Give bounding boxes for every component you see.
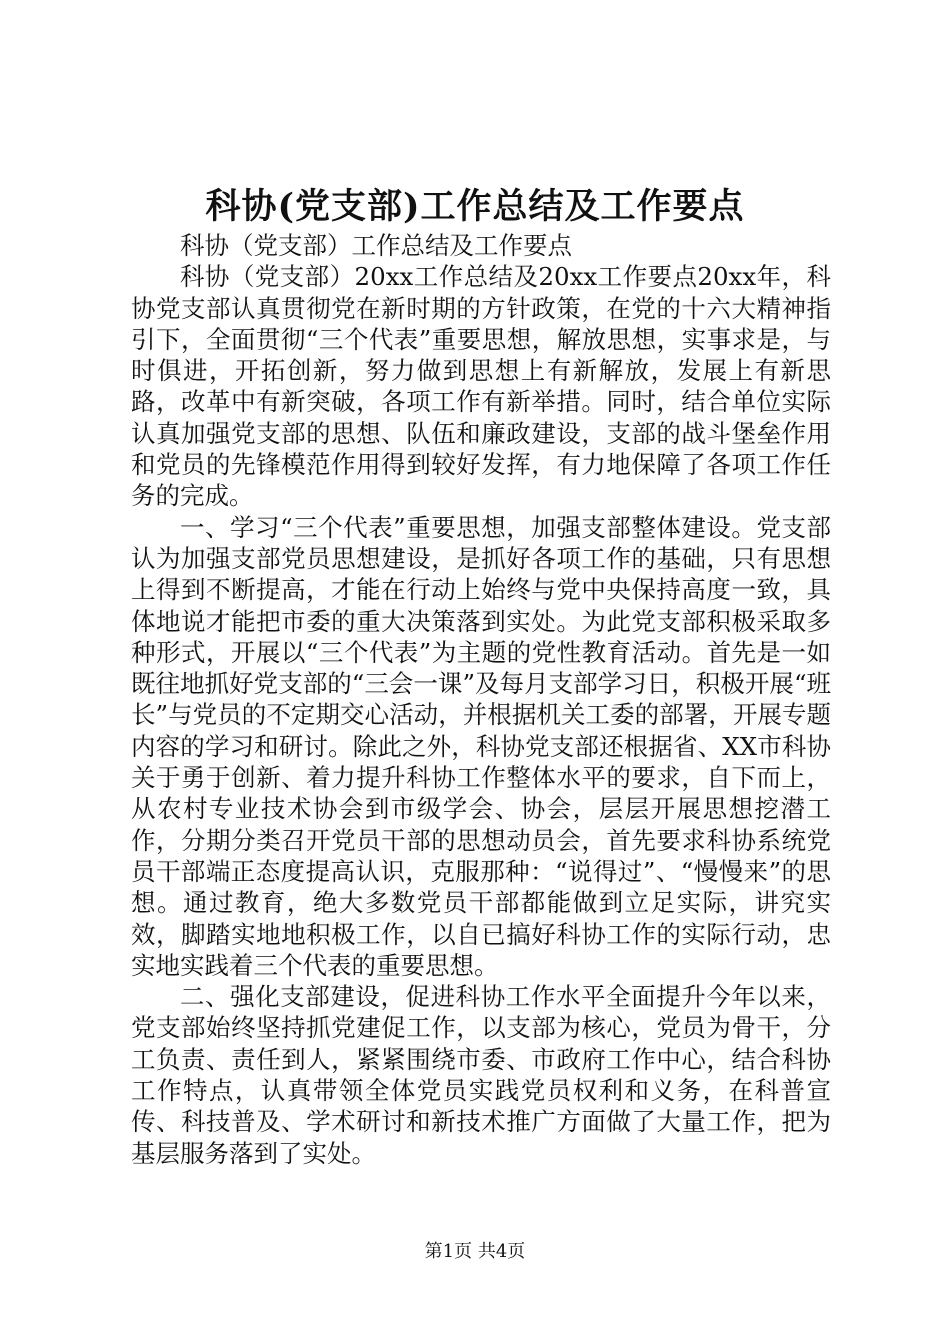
page-footer xyxy=(0,1240,950,1264)
document-title: 科协(党支部)工作总结及工作要点 xyxy=(205,186,745,227)
document-body xyxy=(131,230,831,1169)
page-total: 共4页 xyxy=(477,1241,526,1262)
paragraph-intro: 科协（党支部）20xx工作总结及20xx工作要点20xx年，科协党支部认真贯彻党在新时期的方针政策，在党的十六大精神指引下，全面贯彻“三个代表”重要思想，解放思想，实事求是，与时俱进，开拓创新，努力做到思想上有新解放，发展上有新思路，改革中有新突破，各项工作有新举措。同时，结合单位实际认真加强党支部的思想、队伍和廉政建设，支部的战斗堡垒作用和党员的先锋模范作用得到较好发挥，有力地保障了各项工作任务的完成。 xyxy=(131,262,831,511)
paragraph-section-one: 一、学习“三个代表”重要思想，加强支部整体建设。党支部认为加强支部党员思想建设，是抓好各项工作的基础，只有思想上得到不断提高，才能在行动上始终与党中央保持高度一致，具体地说才能把市委的重大决策落到实处。为此党支部积极采取多种形式，开展以“三个代表”为主题的党性教育活动。首先是一如既往地抓好党支部的“三会一课”及每月支部学习日，积极开展“班长”与党员的不定期交心活动，并根据机关工委的部署，开展专题内容的学习和研讨。除此之外，科协党支部还根据省、XX市科协关于勇于创新、着力提升科协工作整体水平的要求，自下而上，从农村专业技术协会到市级学会、协会，层层开展思想挖潜工作，分期分类召开党员干部的思想动员会，首先要求科协系统党员干部端正态度提高认识，克服那种：“说得过”、“慢慢来”的思想。通过教育，绝大多数党员干部都能做到立足实际，讲究实效，脚踏实地地积极工作，以自已搞好科协工作的实际行动，忠实地实践着三个代表的重要思想。 xyxy=(131,512,831,980)
paragraph-section-two: 二、强化支部建设，促进科协工作水平全面提升今年以来，党支部始终坚持抓党建促工作，以支部为核心，党员为骨干，分工负责、责任到人，紧紧围绕市委、市政府工作中心，结合科协工作特点，认真带领全体党员实践党员权利和义务，在科普宣传、科技普及、学术研讨和新技术推广方面做了大量工作，把为基层服务落到了实处。 xyxy=(131,982,831,1168)
paragraph-subtitle: 科协（党支部）工作总结及工作要点 xyxy=(180,231,572,260)
page-number: 第1页 xyxy=(424,1241,473,1262)
